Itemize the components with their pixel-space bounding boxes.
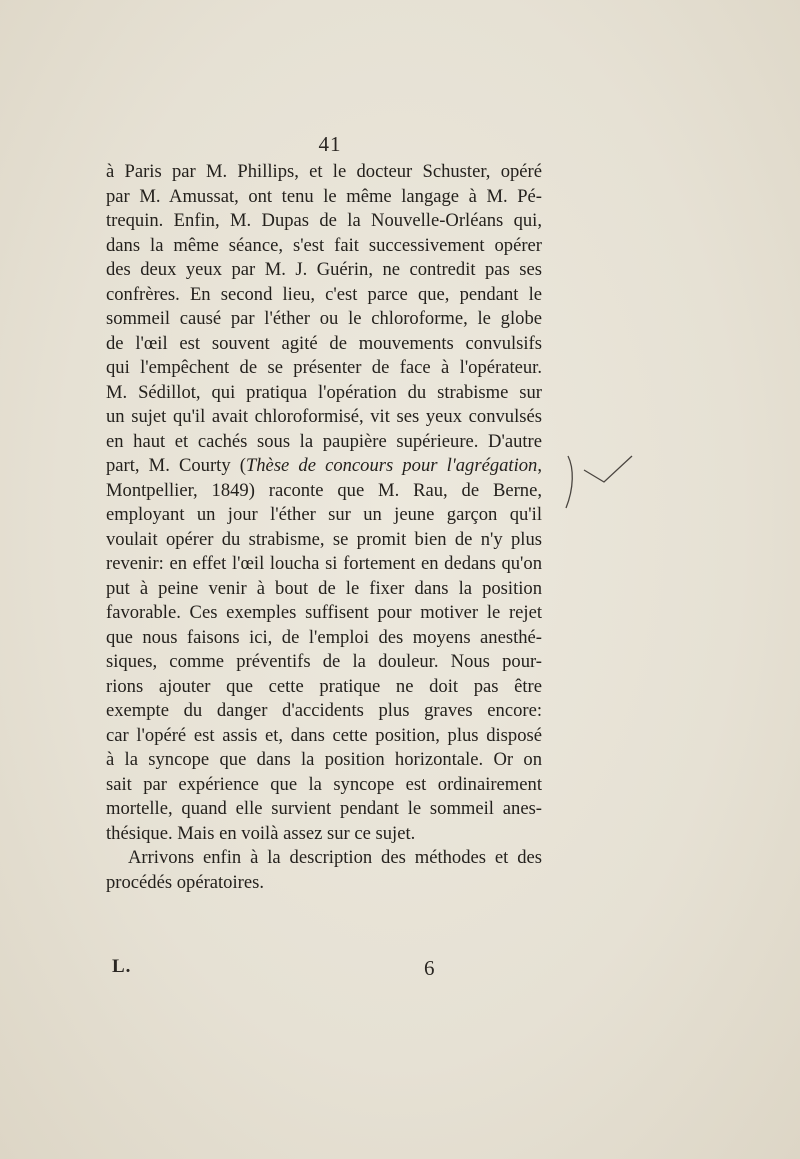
text-line-citation [106,454,542,479]
text-line: confrères. En second lieu, c'est parce que, pendant le [106,283,542,305]
text-line: des deux yeux par M. J. Guérin, ne contredit pas ses [106,259,542,280]
text-line: un sujet qu'il avait chloroformisé, vit ses yeux convulsés [106,406,542,427]
text-line: qui l'empêchent de se présenter de face à l'opérateur. [106,357,542,378]
text-line: put à peine venir à bout de le fixer dans la position [106,577,542,599]
text-line: par M. Amussat, ont tenu le même langage à M. Pé- [106,185,542,207]
text-line: à Paris par M. Phillips, et le docteur Schuster, opéré [106,161,542,182]
text-line: trequin. Enfin, M. Dupas de la Nouvelle-Orléans qui, [106,210,542,231]
text-line-paragraph-start: Arrivons enfin à la description des méthodes et des [128,847,542,868]
text-line: employant un jour l'éther sur un jeune garçon qu'il [106,504,542,525]
text-line: siques, comme préventifs de la douleur. Nous pour- [106,651,542,672]
text-line: mortelle, quand elle survient pendant le sommeil anes- [106,798,542,819]
body-text [106,160,542,895]
text-line: de l'œil est souvent agité de mouvements convulsifs [106,332,542,354]
text-line: sommeil causé par l'éther ou le chloroforme, le globe [106,308,542,329]
citation-title: Thèse de concours pour l'agrégation [245,455,538,476]
sheet-number: 6 [424,956,435,980]
citation-prefix: part, M. Courty ( [106,455,246,476]
text-line: Montpellier, 1849) raconte que M. Rau, de Berne, [106,479,542,501]
text-line: procédés opératoires. [106,871,264,893]
page-number: 41 [318,132,342,156]
handwritten-margin-mark [560,448,640,528]
text-line: voulait opérer du strabisme, se promit bien de n'y plus [106,528,542,550]
text-line: car l'opéré est assis et, dans cette position, plus disposé [106,724,542,746]
text-line: favorable. Ces exemples suffisent pour motiver le rejet [106,602,542,623]
text-line: sait par expérience que la syncope est ordinairement [106,773,542,795]
text-line: M. Sédillot, qui pratiqua l'opération du strabisme sur [106,381,542,403]
text-line: en haut et cachés sous la paupière supérieure. D'autre [106,430,542,452]
text-line: dans la même séance, s'est fait successivement opérer [106,234,542,256]
text-line: à la syncope que dans la position horizontale. Or on [106,749,542,770]
citation-suffix: , [537,455,542,476]
text-line: rions ajouter que cette pratique ne doit pas être [106,675,542,697]
text-line: thésique. Mais en voilà assez sur ce sujet. [106,822,416,844]
text-line: que nous faisons ici, de l'emploi des moyens anesthé- [106,626,542,648]
text-line: revenir: en effet l'œil loucha si fortement en dedans qu'on [106,553,542,574]
signature-mark: L. [112,956,132,977]
text-line: exempte du danger d'accidents plus graves encore: [106,700,542,721]
